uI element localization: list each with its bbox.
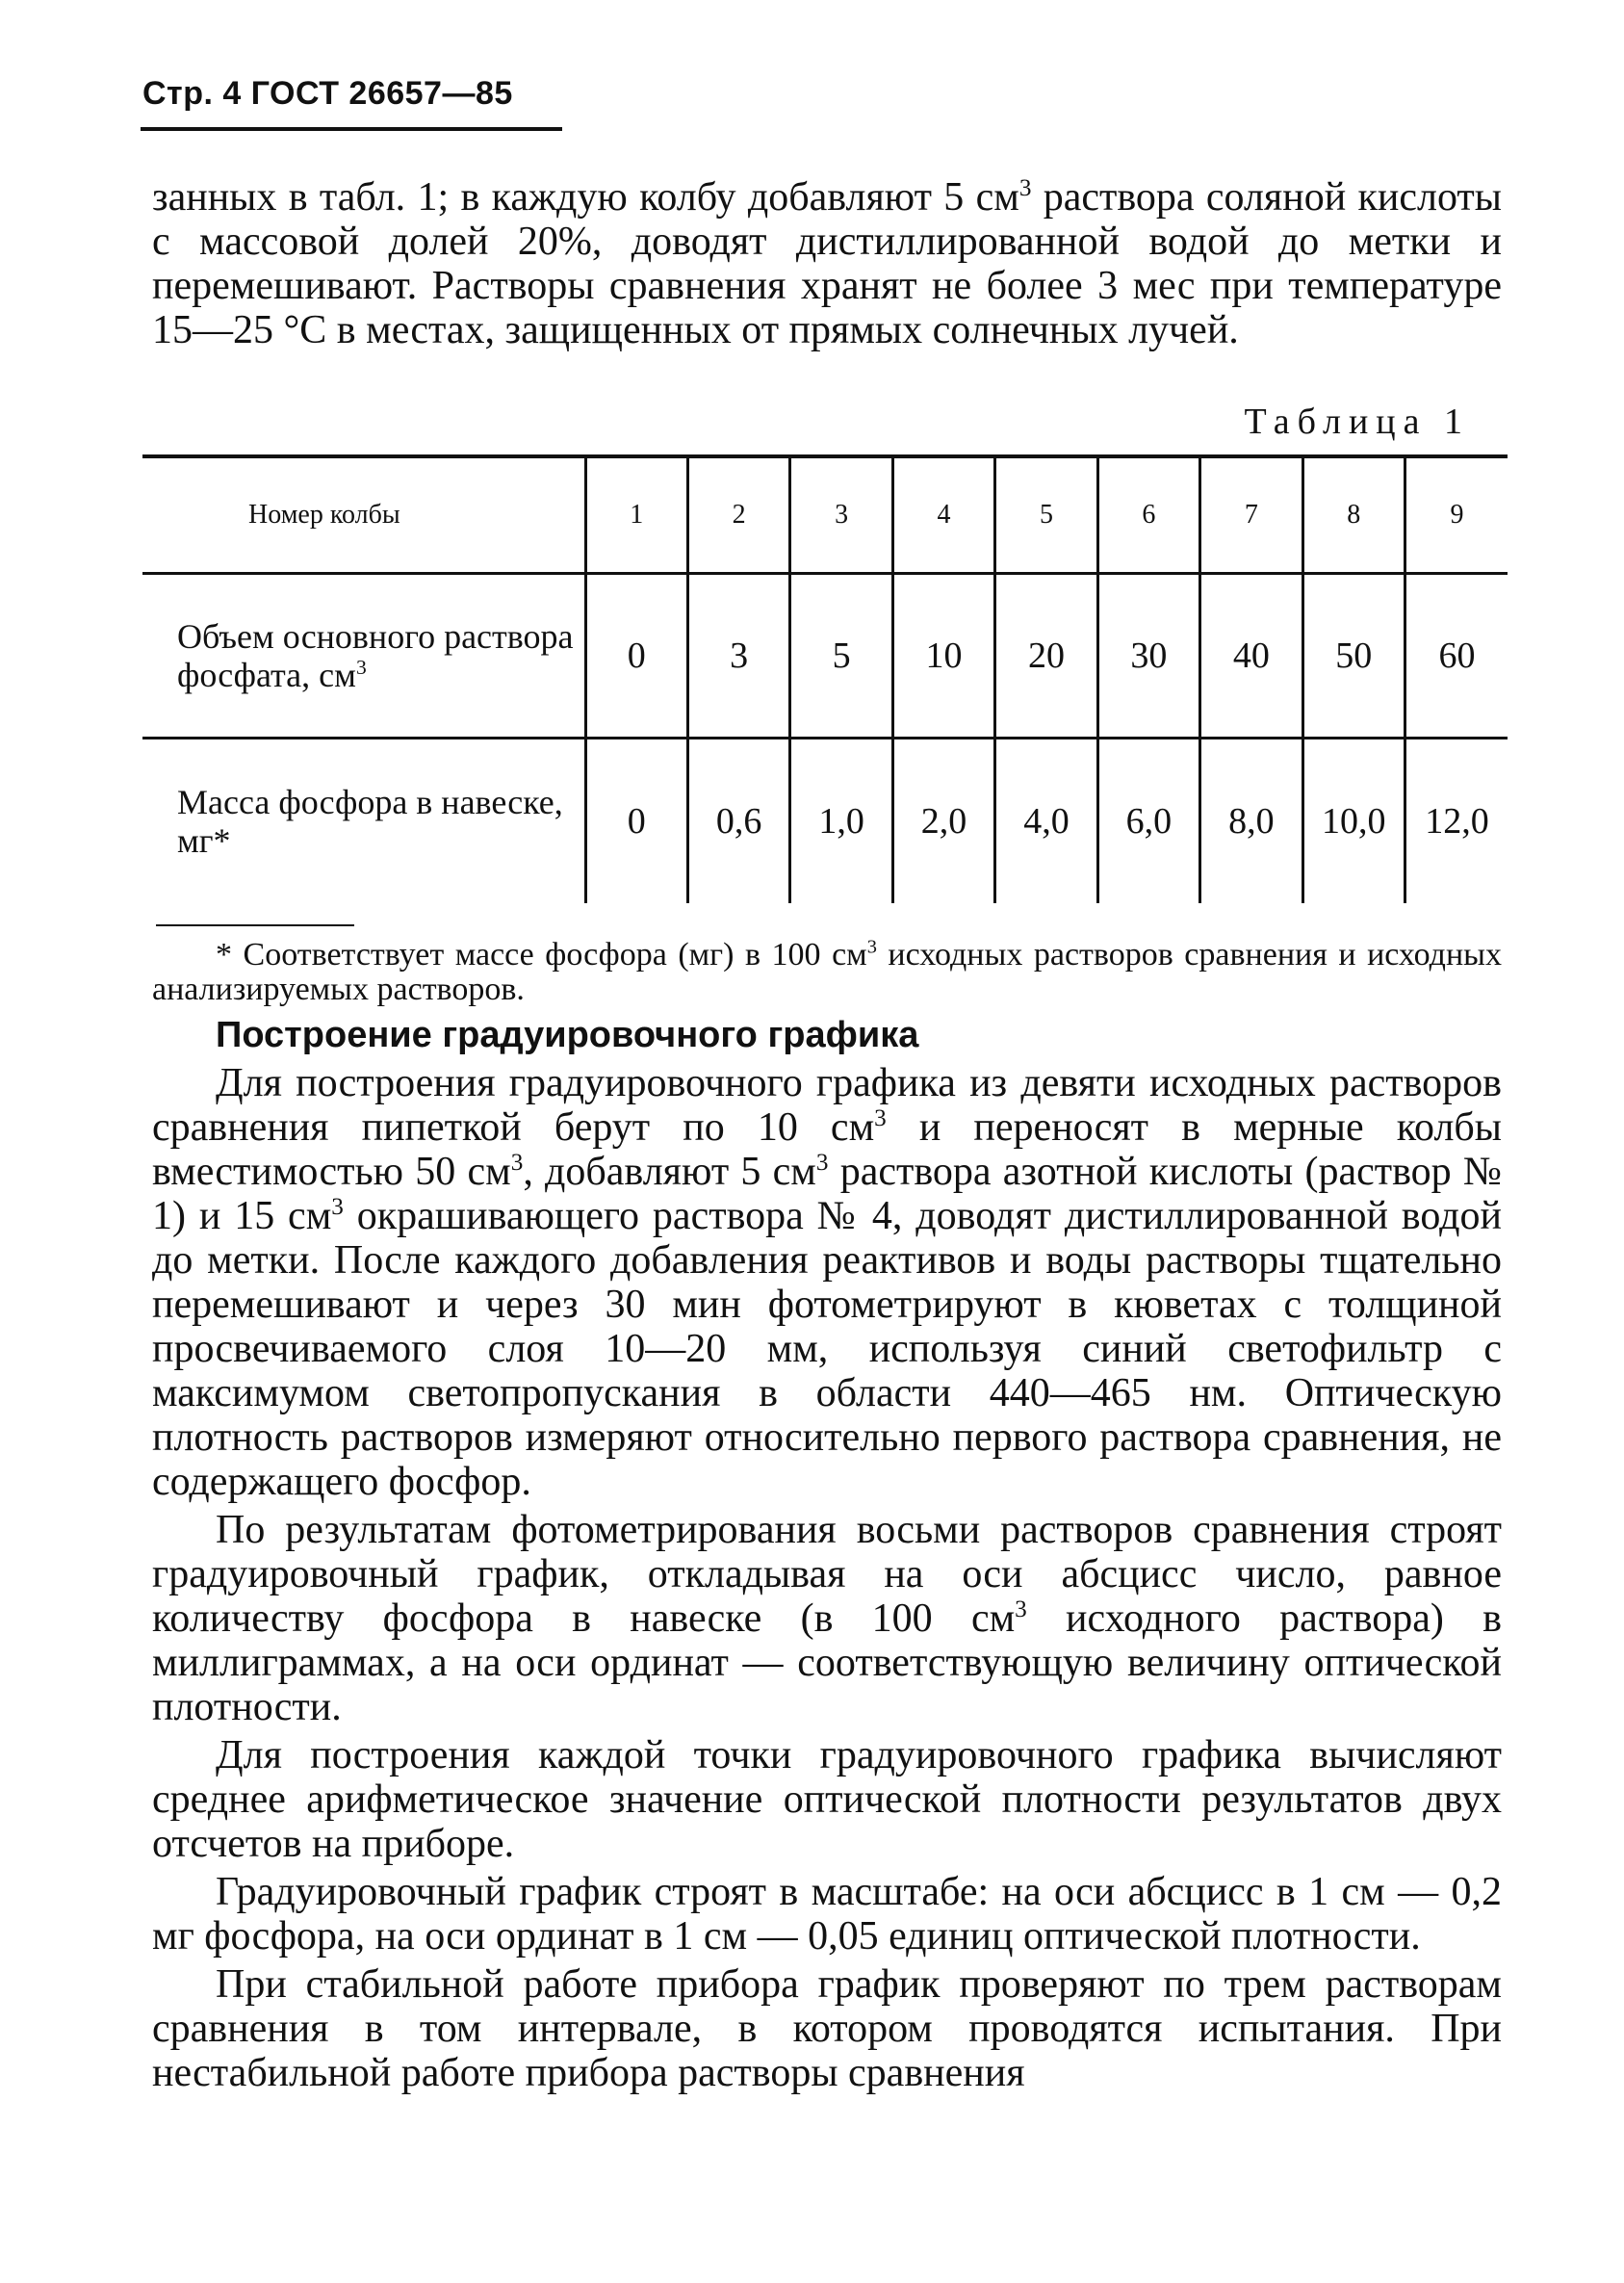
footnote — [152, 938, 1502, 1007]
column-header: 1 — [585, 456, 687, 574]
table-caption: Таблица 1 — [1244, 402, 1470, 442]
p1-sup: 3 — [874, 1105, 887, 1131]
table-cell: 12,0 — [1405, 739, 1508, 904]
p2-text: исходного раствора) в миллиграммах, а на оси ординат — соответствующую величину оптической плотности. — [152, 1596, 1503, 1729]
row-label-volume-sup: 3 — [355, 656, 367, 679]
table-cell: 6,0 — [1097, 739, 1199, 904]
footnote-rule — [156, 924, 354, 926]
table-cell: 30 — [1097, 574, 1199, 739]
table-cell: 40 — [1200, 574, 1302, 739]
table-cell: 0,6 — [687, 739, 789, 904]
table-cell: 10,0 — [1302, 739, 1405, 904]
table-cell: 60 — [1405, 574, 1508, 739]
column-header: 4 — [892, 456, 994, 574]
table-row — [142, 574, 1508, 739]
paragraph-3: Для построения каждой точки градуировочного графика вычисляют среднее арифметическое значение оптической плотности результатов двух отсчетов на приборе. — [152, 1733, 1502, 1866]
intro-text-1: занных в табл. 1; в каждую колбу добавляют 5 см — [152, 175, 1019, 220]
column-header: 7 — [1200, 456, 1302, 574]
table-cell: 4,0 — [995, 739, 1097, 904]
table-row — [142, 739, 1508, 904]
p2-text: По результатам фотометрирования восьми растворов сравнения строят градуировочный график, откладывая на оси абсцисс число, равное количеству фосфора в навеске (в 100 см — [152, 1508, 1502, 1641]
table-cell: 2,0 — [892, 739, 994, 904]
column-header: 6 — [1097, 456, 1199, 574]
paragraph-5: При стабильной работе прибора график проверяют по трем растворам сравнения в том интервале, в котором проводятся испытания. При нестабильной работе прибора растворы сравнения — [152, 1962, 1502, 2095]
p1-text: и переносят в мерные колбы вместимостью 50 см — [152, 1105, 1502, 1194]
p1-text: окрашивающего раствора № 4, доводят дистиллированной водой до метки. После каждого добавления реактивов и воды растворы тщательно перемешивают и через 30 мин фотометрируют в кюветах с толщиной просвечиваемого слоя 10—20 мм, используя синий светофильтр с максимумом светопропускания в области 440—465 нм. Оптическую плотность растворов измеряют относительно первого раствора сравнения, не содержащего фосфор. — [152, 1194, 1502, 1504]
paragraph-4: Градуировочный график строят в масштабе: на оси абсцисс в 1 см — 0,2 мг фосфора, на оси ординат в 1 см — 0,05 единиц оптической плотности. — [152, 1870, 1502, 1959]
footnote-text-1: * Соответствует массе фосфора (мг) в 100 см — [216, 937, 867, 973]
row-label-volume-text: Объем основного раствора фосфата, см — [177, 617, 574, 694]
table-cell: 1,0 — [790, 739, 892, 904]
column-header: 3 — [790, 456, 892, 574]
p1-text: Для построения градуировочного графика из девяти исходных растворов сравнения пипеткой берут по 10 см — [152, 1061, 1502, 1150]
column-header: 5 — [995, 456, 1097, 574]
page-header: Стр. 4 ГОСТ 26657—85 — [142, 75, 513, 112]
intro-text-2: раствора соляной кислоты с массовой долей 20%, доводят дистиллированной водой до метки и перемешивают. Растворы сравнения хранят не более 3 мес при температуре 15—25 °С в местах, защищенных от прямых солнечных лучей. — [152, 175, 1502, 352]
column-header: 2 — [687, 456, 789, 574]
table-cell: 8,0 — [1200, 739, 1302, 904]
p1-text: , добавляют 5 см — [523, 1150, 816, 1194]
p2-sup: 3 — [1015, 1596, 1027, 1622]
table-cell: 3 — [687, 574, 789, 739]
header-label: Номер колбы — [142, 456, 585, 574]
paragraph-1 — [152, 1061, 1502, 1504]
p1-sup: 3 — [815, 1150, 829, 1176]
table-cell: 10 — [892, 574, 994, 739]
row-label-volume — [142, 574, 585, 739]
section-heading: Построение градуировочного графика — [216, 1015, 919, 1055]
header-rule — [141, 127, 562, 131]
p1-text: раствора азотной кислоты (раствор № 1) и 15 см — [152, 1150, 1502, 1238]
paragraph-2 — [152, 1508, 1502, 1729]
table-cell: 5 — [790, 574, 892, 739]
table-cell: 0 — [585, 574, 687, 739]
table-cell: 0 — [585, 739, 687, 904]
intro-paragraph — [152, 175, 1502, 352]
row-label-mass: Масса фосфора в навеске, мг* — [177, 783, 563, 860]
table-cell: 50 — [1302, 574, 1405, 739]
column-header: 9 — [1405, 456, 1508, 574]
footnote-sup: 3 — [866, 936, 877, 958]
column-header: 8 — [1302, 456, 1405, 574]
table-header-row — [142, 456, 1508, 574]
data-table — [142, 454, 1508, 903]
p1-sup: 3 — [331, 1194, 344, 1220]
intro-sup: 3 — [1018, 175, 1032, 201]
section-body — [152, 1061, 1502, 2095]
footnote-text-2: исходных растворов сравнения и исходных анализируемых растворов. — [152, 937, 1502, 1007]
table-cell: 20 — [995, 574, 1097, 739]
p1-sup: 3 — [510, 1150, 524, 1176]
